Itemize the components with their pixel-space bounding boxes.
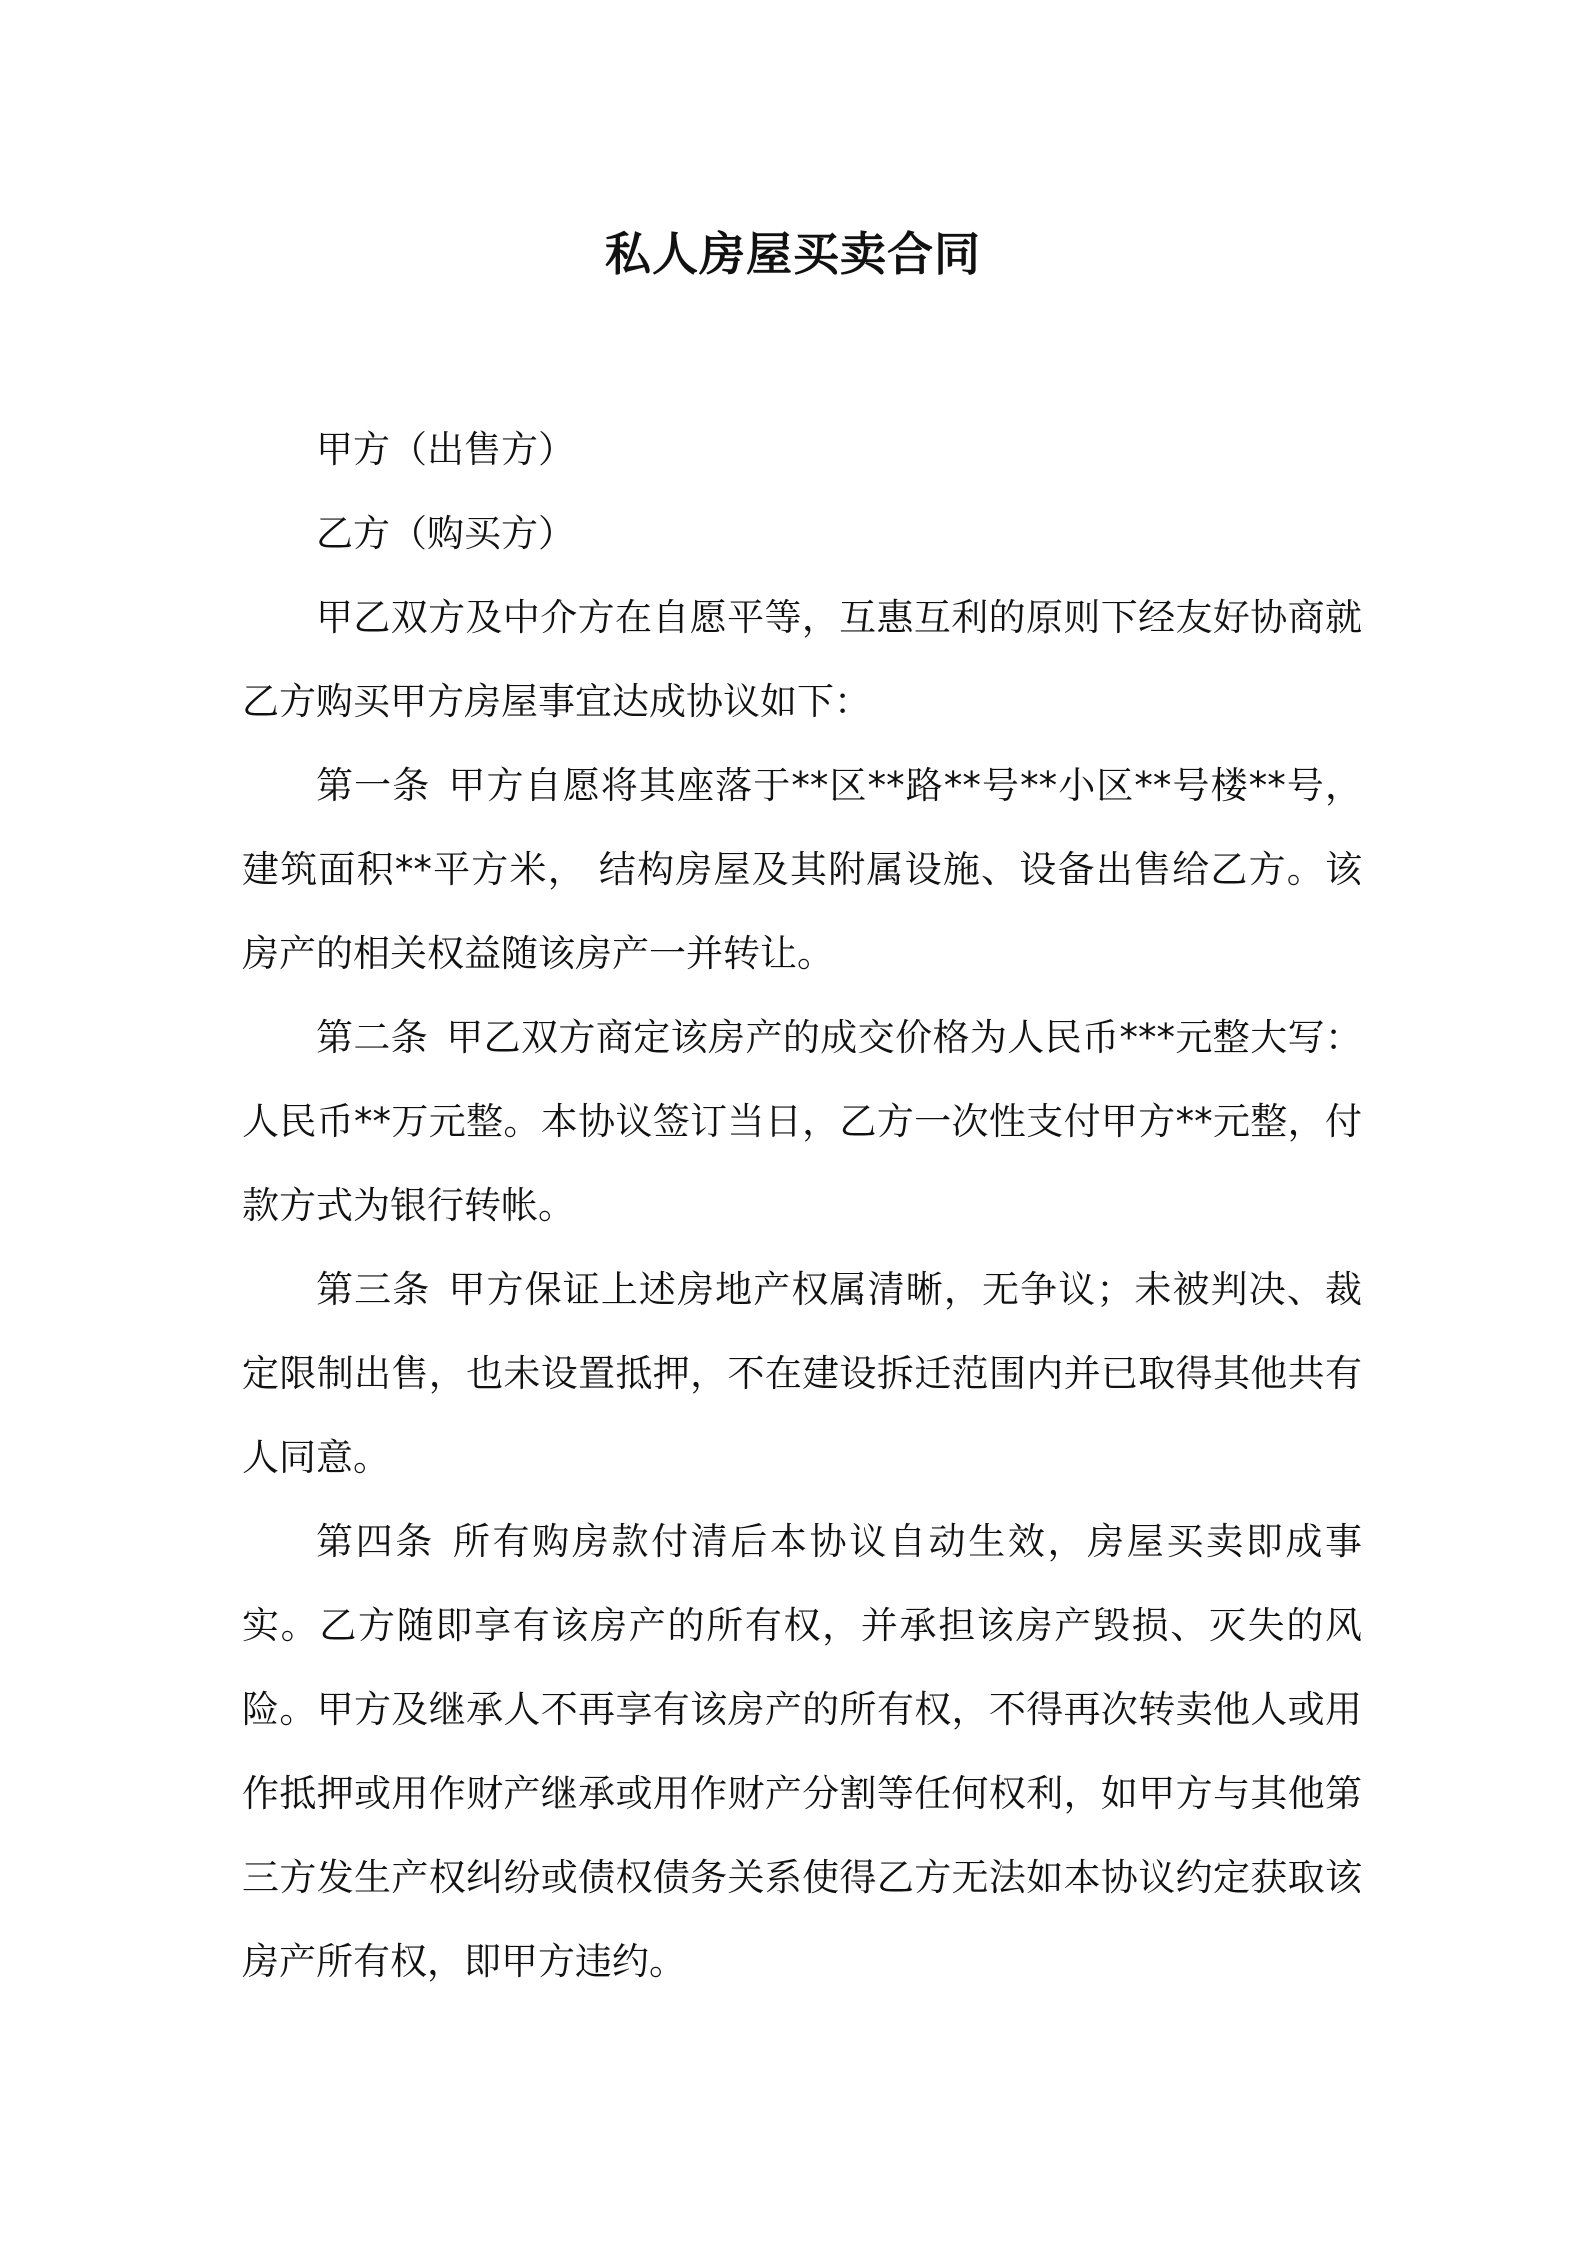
- article-1: [242, 744, 1362, 996]
- article-2-heading: 第二条: [316, 1016, 429, 1059]
- party-a-label: 甲方（出售方）: [316, 428, 575, 471]
- document-body: [242, 408, 1362, 2004]
- document-title: 私人房屋买卖合同: [605, 227, 981, 281]
- article-3-text: 甲方保证上述房地产权属清晰，无争议；未被判决、裁定限制出售，也未设置抵押，不在建设拆迁范围内并已取得其他共有人同意。: [242, 1268, 1363, 1479]
- article-3-heading: 第三条: [316, 1268, 431, 1311]
- article-1-text: 甲方自愿将其座落于**区**路**号**小区**号楼**号，建筑面积**平方米， 结构房屋及其附属设施、设备出售给乙方。该房产的相关权益随该房产一并转让。: [242, 764, 1363, 975]
- preamble-paragraph: 甲乙双方及中介方在自愿平等，互惠互利的原则下经友好协商就乙方购买甲方房屋事宜达成协议如下：: [242, 596, 1362, 723]
- article-1-heading: 第一条: [316, 764, 431, 807]
- article-3: [242, 1248, 1362, 1500]
- article-2: [242, 996, 1362, 1248]
- article-4-heading: 第四条: [316, 1520, 435, 1563]
- article-2-text: 甲乙双方商定该房产的成交价格为人民币***元整大写：人民币**万元整。本协议签订当日，乙方一次性支付甲方**元整，付款方式为银行转帐。: [242, 1016, 1363, 1227]
- article-4: [242, 1500, 1362, 2004]
- party-b-label: 乙方（购买方）: [316, 512, 575, 555]
- article-4-text: 所有购房款付清后本协议自动生效，房屋买卖即成事实。乙方随即享有该房产的所有权，并承担该房产毁损、灭失的风险。甲方及继承人不再享有该房产的所有权，不得再次转卖他人或用作抵押或用作财产继承或用作财产分割等任何权利，如甲方与其他第三方发生产权纠纷或债权债务关系使得乙方无法如本协议约定获取该房产所有权，即甲方违约。: [242, 1520, 1363, 1983]
